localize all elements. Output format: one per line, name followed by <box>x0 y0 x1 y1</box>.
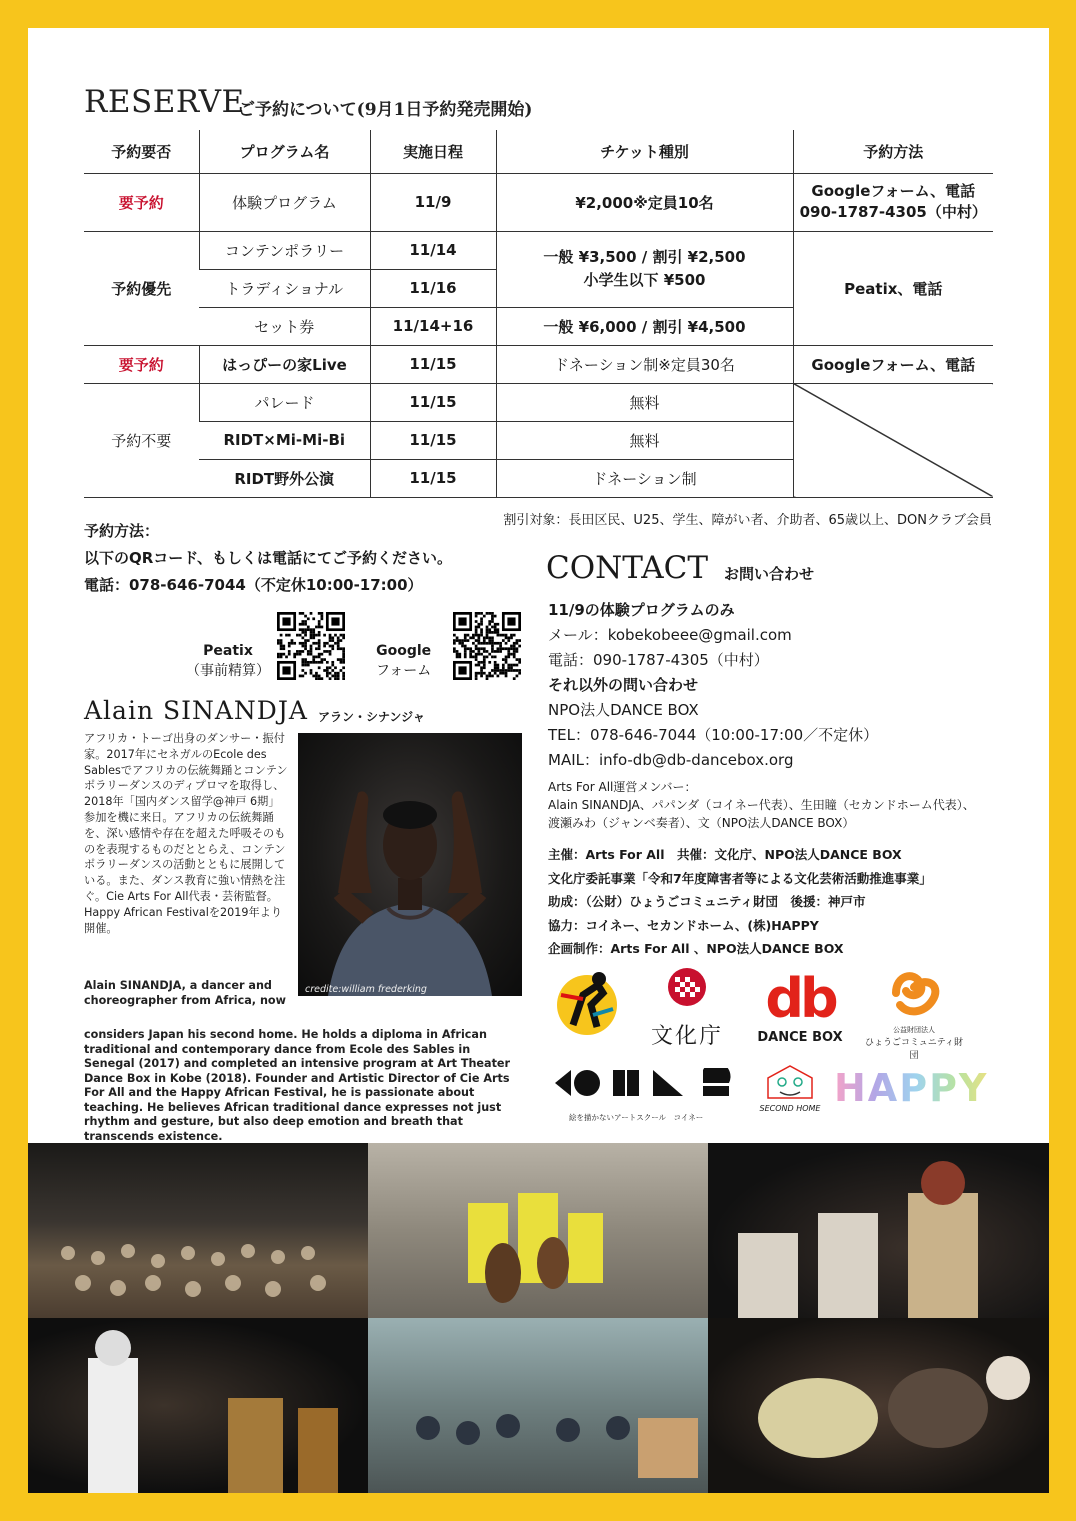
reserve-title: RESERVE <box>84 84 245 120</box>
photo-credit: credite:william frederking <box>305 984 427 995</box>
empty-slash-cell <box>793 383 993 497</box>
need-cell: 予約不要 <box>84 383 199 497</box>
credit-line: 協力：コイネー、セカンドホーム、(株)HAPPY <box>548 917 819 933</box>
program-cell: トラディショナル <box>199 269 370 307</box>
need-cell: 要予約 <box>84 345 199 383</box>
ticket-cell: ¥2,000※定員10名 <box>496 173 793 231</box>
contact-info <box>548 598 878 773</box>
date-cell: 11/15 <box>370 459 496 497</box>
hyogo-community-foundation-logo <box>864 965 964 1061</box>
header-cell: 実施日程 <box>370 130 496 173</box>
method-text: 以下のQRコード、もしくは電話にてご予約ください。 <box>84 549 452 567</box>
ticket-cell: ドネーション制 <box>496 459 793 497</box>
date-cell: 11/15 <box>370 345 496 383</box>
google-label-line: フォーム <box>376 663 432 679</box>
contact-email-other[interactable]: MAIL：info-db@db-dancebox.org <box>548 751 794 769</box>
dancebox-logo <box>757 967 843 1048</box>
reserve-method <box>84 518 452 599</box>
contact-phone-other[interactable]: TEL：078-646-7044（10:00-17:00／不定休） <box>548 726 879 744</box>
contact-org: NPO法人DANCE BOX <box>548 701 699 719</box>
koine-text: 絵を描かないアートスクール コイネー <box>569 1113 704 1122</box>
need-cell: 要予約 <box>84 173 199 231</box>
peatix-label-line: （事前精算） <box>186 663 270 679</box>
table-row <box>84 345 993 383</box>
credit-line: 文化庁委託事業「令和7年度障害者等による文化芸術活動推進事業」 <box>548 870 932 886</box>
date-cell: 11/9 <box>370 173 496 231</box>
method-phone: 090-1787-4305（中村） <box>799 203 987 221</box>
dancebox-text: DANCE BOX <box>757 1030 843 1045</box>
artist-bio-english-start: Alain SINANDJA, a dancer and choreographer from Africa, now <box>84 979 286 1007</box>
artist-bio-english: considers Japan his second home. He holds a diploma in African traditional and contemporary dance from Ecole des Sables in Senegal (2017) and completed an intensive program at Art Theater Dance Box in Kobe (2018). Founder and Artistic Director of Cie Arts For All and the Happy African Festival, he is passionate about teaching. He believes African traditional dance expresses not just rhythm and gesture, but also deep emotion and breath that transcends existence. <box>84 1028 511 1143</box>
contact-heading-trial: 11/9の体験プログラムのみ <box>548 601 735 619</box>
happy-logo: HAPPY <box>834 1066 998 1110</box>
method-cell: Peatix、電話 <box>793 231 993 345</box>
second-home-mark <box>760 1064 820 1100</box>
artist-name: Alain SINANDJA <box>84 696 308 725</box>
program-cell: RIDT野外公演 <box>199 459 370 497</box>
credit-line: 主催：Arts For All 共催：文化庁、NPO法人DANCE BOX <box>548 847 902 862</box>
contact-subtitle: お問い合わせ <box>724 565 815 583</box>
method-phone: 電話：078-646-7044（不定休10:00-17:00） <box>84 576 423 594</box>
organizer-credits <box>548 843 932 961</box>
ticket-line: 小学生以下 ¥500 <box>583 271 706 289</box>
members-line: Alain SINANDJA、パパンダ（コイネー代表）、生田瞳（セカンドホーム代表）、 <box>548 798 975 812</box>
program-cell: コンテンポラリー <box>199 231 370 269</box>
header-cell: 予約方法 <box>793 130 993 173</box>
contact-email-trial[interactable]: メール：kobekobeee@gmail.com <box>548 626 792 644</box>
peatix-qr-code[interactable] <box>277 612 345 680</box>
reserve-subtitle: ご予約について(9月1日予約発売開始) <box>238 100 533 120</box>
ticket-line: 一般 ¥3,500 / 割引 ¥2,500 <box>543 248 746 266</box>
hyogo-mark <box>884 965 944 1021</box>
dancers-stage-photo <box>28 1318 368 1493</box>
second-home-text: SECOND HOME <box>759 1104 821 1113</box>
drum-performance-photo <box>708 1143 1049 1318</box>
google-label-line: Google <box>376 643 432 659</box>
second-home-logo <box>755 1064 825 1120</box>
audience-dance-photo <box>708 1318 1049 1493</box>
date-cell: 11/15 <box>370 421 496 459</box>
workshop-photo <box>368 1318 708 1493</box>
members-list <box>548 778 975 832</box>
date-cell: 11/14 <box>370 231 496 269</box>
date-cell: 11/16 <box>370 269 496 307</box>
header-cell: 予約要否 <box>84 130 199 173</box>
contact-title: CONTACT <box>546 550 709 586</box>
portrait-figure <box>298 733 522 996</box>
ticket-cell: ドネーション制※定員30名 <box>496 345 793 383</box>
program-cell: RIDT×Mi-Mi-Bi <box>199 421 370 459</box>
need-cell: 予約優先 <box>84 231 199 345</box>
artist-bio-japanese: アフリカ・トーゴ出身のダンサー・振付家。2017年にセネガルのEcole des Sablesでアフリカの伝統舞踊とコンテンポラリーダンスのディプロマを取得し、2018年「国内ダンス留学@神戸 6期」参加を機に来日。アフリカの伝統舞踊を、深い感情や存在を超えた呼吸そのものを表現するものだととらえ、コンテンポラリーダンスの活動とともに展開している。また、ダンス教育に強い情熱を注ぐ。Cie Arts For All代表・芸術監督。Happy African Festivalを2019年より開催。 <box>84 732 288 935</box>
ticket-cell <box>496 231 793 307</box>
artist-name-kana: アラン・シナンジャ <box>318 710 425 724</box>
google-label <box>376 641 431 681</box>
ticket-cell: 無料 <box>496 383 793 421</box>
table-row <box>84 383 993 421</box>
reserve-table <box>84 130 993 498</box>
date-cell: 11/14+16 <box>370 307 496 345</box>
koine-mark <box>553 1068 739 1098</box>
bunkacho-text: 文化庁 <box>650 1024 723 1049</box>
header-cell: プログラム名 <box>199 130 370 173</box>
table-row <box>84 173 993 231</box>
program-cell: 体験プログラム <box>199 173 370 231</box>
ticket-cell: 無料 <box>496 421 793 459</box>
bunkacho-logo <box>637 965 737 1049</box>
credit-line: 企画制作：Arts For All 、NPO法人DANCE BOX <box>548 941 844 956</box>
koine-logo <box>553 1068 739 1120</box>
credit-line: 助成：（公財）ひょうごコミュニティ財団 後援：神戸市 <box>548 894 866 909</box>
artist-portrait-photo <box>298 733 522 996</box>
program-cell: セット券 <box>199 307 370 345</box>
date-cell: 11/15 <box>370 383 496 421</box>
contact-phone-trial[interactable]: 電話：090-1787-4305（中村） <box>548 651 769 669</box>
parade-photo <box>368 1143 708 1318</box>
peatix-label <box>186 641 270 681</box>
program-cell: はっぴーの家Live <box>199 345 370 383</box>
method-heading: 予約方法： <box>84 522 160 540</box>
members-line: 渡瀬みわ（ジャンベ奏者）、文（NPO法人DANCE BOX） <box>548 816 855 830</box>
arts-for-all-logo <box>553 965 621 1043</box>
discount-note: 割引対象：長田区民、U25、学生、障がい者、介助者、65歳以上、DONクラブ会員 <box>503 513 992 528</box>
ticket-cell: 一般 ¥6,000 / 割引 ¥4,500 <box>496 307 793 345</box>
members-heading: Arts For All運営メンバー： <box>548 780 697 794</box>
method-line: Googleフォーム、電話 <box>811 182 976 200</box>
table-row <box>84 231 993 269</box>
hyogo-text-small: 公益財団法人 <box>893 1026 935 1034</box>
db-mark: db <box>765 967 835 1030</box>
hyogo-text: ひょうごコミュニティ財団 <box>864 1038 964 1061</box>
method-cell: Googleフォーム、電話 <box>793 345 993 383</box>
method-cell <box>793 173 993 231</box>
header-cell: チケット種別 <box>496 130 793 173</box>
google-form-qr-code[interactable] <box>453 612 521 680</box>
group-photo <box>28 1143 368 1318</box>
table-header-row <box>84 130 993 173</box>
peatix-label-line: Peatix <box>203 643 253 659</box>
contact-heading-other: それ以外の問い合わせ <box>548 676 699 694</box>
program-cell: パレード <box>199 383 370 421</box>
